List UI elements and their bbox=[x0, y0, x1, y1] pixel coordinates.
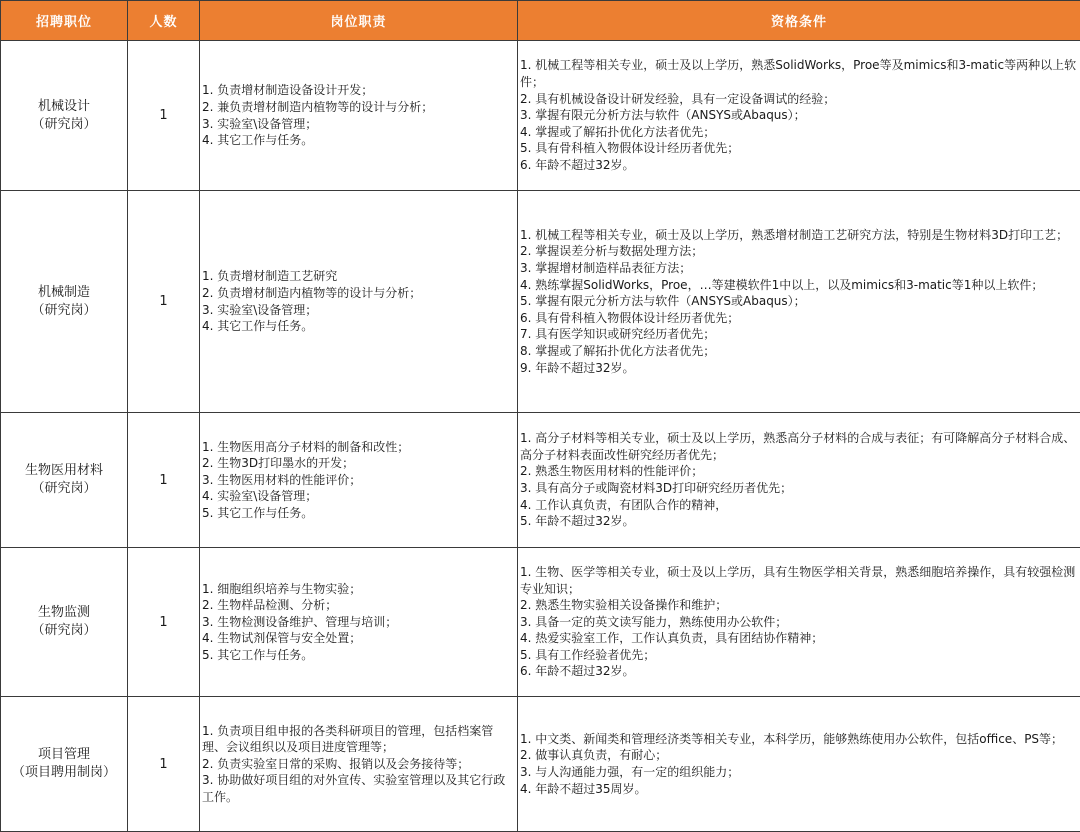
requirement-item: 5. 掌握有限元分析方法与软件（ANSYS或Abaqus）； bbox=[520, 294, 806, 309]
table-row bbox=[1, 697, 1080, 832]
headcount-cell: 1 bbox=[128, 41, 200, 191]
requirements-cell bbox=[518, 697, 1080, 832]
headcount-cell: 1 bbox=[128, 548, 200, 697]
requirement-item: 2. 掌握误差分析与数据处理方法； bbox=[520, 244, 704, 259]
duty-item: 3. 生物检测设备维护、管理与培训； bbox=[202, 614, 398, 629]
duty-item: 4. 其它工作与任务。 bbox=[202, 319, 314, 334]
requirement-item: 3. 与人沟通能力强，有一定的组织能力； bbox=[520, 765, 740, 779]
position-cell bbox=[1, 41, 128, 191]
requirement-item: 3. 掌握增材制造样品表征方法； bbox=[520, 261, 692, 276]
duty-item: 5. 其它工作与任务。 bbox=[202, 647, 314, 662]
position-subtitle: （项目聘用制岗） bbox=[11, 765, 116, 780]
requirement-item: 5. 具有骨科植入物假体设计经历者优先； bbox=[520, 141, 740, 156]
requirement-item: 4. 热爱实验室工作，工作认真负责，具有团结协作精神； bbox=[520, 631, 824, 646]
position-subtitle: （研究岗） bbox=[31, 116, 97, 132]
duty-item: 1. 细胞组织培养与生物实验； bbox=[202, 581, 362, 596]
requirement-item: 4. 掌握或了解拓扑优化方法者优先； bbox=[520, 124, 716, 139]
requirement-item: 2. 做事认真负责，有耐心； bbox=[520, 748, 668, 763]
requirements-cell bbox=[518, 191, 1080, 413]
duties-cell bbox=[200, 41, 518, 191]
duty-item: 2. 兼负责增材制造内植物等的设计与分析； bbox=[202, 99, 434, 114]
position-cell bbox=[1, 548, 128, 697]
table-row bbox=[1, 191, 1080, 413]
requirement-item: 1. 高分子材料等相关专业，硕士及以上学历，熟悉高分子材料的合成与表征；有可降解高分子材料合成、高分子材料表面改性研究经历者优先； bbox=[520, 431, 1076, 462]
requirement-item: 7. 具有医学知识或研究经历者优先； bbox=[520, 327, 716, 342]
position-title: 机械设计 bbox=[37, 98, 90, 114]
duties-cell bbox=[200, 191, 518, 413]
duty-item: 2. 负责增材制造内植物等的设计与分析； bbox=[202, 285, 422, 300]
headcount-cell: 1 bbox=[128, 191, 200, 413]
table-row bbox=[1, 41, 1080, 191]
table-row bbox=[1, 413, 1080, 548]
duty-item: 2. 生物3D打印墨水的开发； bbox=[202, 456, 355, 471]
headcount-cell: 1 bbox=[128, 413, 200, 548]
duties-cell bbox=[200, 697, 518, 832]
position-title: 生物监测 bbox=[37, 605, 90, 620]
position-subtitle: （研究岗） bbox=[31, 302, 97, 318]
requirement-item: 1. 机械工程等相关专业，硕士及以上学历，熟悉增材制造工艺研究方法，特别是生物材料3D打印工艺； bbox=[520, 227, 1069, 242]
requirement-item: 6. 年龄不超过32岁。 bbox=[520, 157, 635, 172]
requirement-item: 5. 具有工作经验者优先； bbox=[520, 647, 656, 662]
header-requirements: 资格条件 bbox=[518, 1, 1080, 41]
duties-cell bbox=[200, 413, 518, 548]
requirements-cell bbox=[518, 548, 1080, 697]
duty-item: 1. 负责增材制造设备设计开发； bbox=[202, 83, 374, 98]
requirement-item: 1. 生物、医学等相关专业，硕士及以上学历，具有生物医学相关背景，熟悉细胞培养操作，具有较强检测专业知识； bbox=[520, 564, 1076, 596]
requirement-item: 1. 中文类、新闻类和管理经济类等相关专业，本科学历，能够熟练使用办公软件，包括office、PS等； bbox=[520, 731, 1064, 746]
header-duties: 岗位职责 bbox=[200, 1, 518, 41]
duty-item: 4. 生物试剂保管与安全处置； bbox=[202, 631, 362, 646]
position-cell bbox=[1, 191, 128, 413]
requirements-cell bbox=[518, 41, 1080, 191]
position-title: 机械制造 bbox=[37, 284, 90, 300]
requirement-item: 5. 年龄不超过32岁。 bbox=[520, 514, 635, 529]
requirement-item: 3. 具有高分子或陶瓷材料3D打印研究经历者优先； bbox=[520, 481, 793, 495]
duty-item: 1. 生物医用高分子材料的制备和改性； bbox=[202, 439, 410, 454]
requirement-item: 3. 具备一定的英文读写能力，熟练使用办公软件； bbox=[520, 614, 788, 629]
requirement-item: 4. 工作认真负责，有团队合作的精神， bbox=[520, 497, 728, 512]
requirement-item: 2. 熟悉生物医用材料的性能评价； bbox=[520, 464, 704, 479]
requirement-item: 6. 具有骨科植入物假体设计经历者优先； bbox=[520, 310, 740, 325]
requirements-cell bbox=[518, 413, 1080, 548]
requirement-item: 2. 具有机械设备设计研发经验，具有一定设备调试的经验； bbox=[520, 91, 836, 106]
duty-item: 3. 实验室\设备管理； bbox=[202, 116, 318, 131]
header-row bbox=[1, 1, 1080, 41]
requirement-item: 4. 年龄不超过35周岁。 bbox=[520, 781, 647, 796]
duties-cell bbox=[200, 548, 518, 697]
requirement-item: 4. 熟练掌握SolidWorks，Proe，…等建模软件1中以上，以及mimics和3-matic等1种以上软件； bbox=[520, 277, 1044, 292]
duty-item: 2. 生物样品检测、分析； bbox=[202, 598, 338, 613]
requirement-item: 6. 年龄不超过32岁。 bbox=[520, 664, 635, 679]
duty-item: 4. 其它工作与任务。 bbox=[202, 133, 314, 148]
position-title: 生物医用材料 bbox=[24, 463, 103, 478]
duty-item: 1. 负责项目组申报的各类科研项目的管理，包括档案管理、会议组织以及项目进度管理等； bbox=[202, 723, 494, 755]
duty-item: 3. 生物医用材料的性能评价； bbox=[202, 472, 362, 487]
requirement-item: 3. 掌握有限元分析方法与软件（ANSYS或Abaqus）； bbox=[520, 108, 806, 123]
position-subtitle: （研究岗） bbox=[31, 623, 97, 638]
headcount-cell: 1 bbox=[128, 697, 200, 832]
header-count: 人数 bbox=[128, 1, 200, 41]
duty-item: 4. 实验室\设备管理； bbox=[202, 489, 318, 504]
requirement-item: 9. 年龄不超过32岁。 bbox=[520, 360, 635, 375]
duty-item: 5. 其它工作与任务。 bbox=[202, 505, 314, 520]
position-cell bbox=[1, 697, 128, 832]
table-row bbox=[1, 548, 1080, 697]
requirement-item: 2. 熟悉生物实验相关设备操作和维护； bbox=[520, 598, 728, 613]
requirement-item: 1. 机械工程等相关专业，硕士及以上学历，熟悉SolidWorks，Proe等及mimics和3-matic等两种以上软件； bbox=[520, 58, 1077, 90]
duty-item: 3. 协助做好项目组的对外宣传、实验室管理以及其它行政工作。 bbox=[202, 773, 506, 804]
duty-item: 1. 负责增材制造工艺研究 bbox=[202, 269, 338, 284]
position-subtitle: （研究岗） bbox=[31, 481, 97, 496]
position-title: 项目管理 bbox=[37, 747, 90, 762]
position-cell bbox=[1, 413, 128, 548]
header-position: 招聘职位 bbox=[1, 1, 128, 41]
requirement-item: 8. 掌握或了解拓扑优化方法者优先； bbox=[520, 343, 716, 358]
duty-item: 2. 负责实验室日常的采购、报销以及会务接待等； bbox=[202, 756, 470, 771]
duty-item: 3. 实验室\设备管理； bbox=[202, 302, 318, 317]
